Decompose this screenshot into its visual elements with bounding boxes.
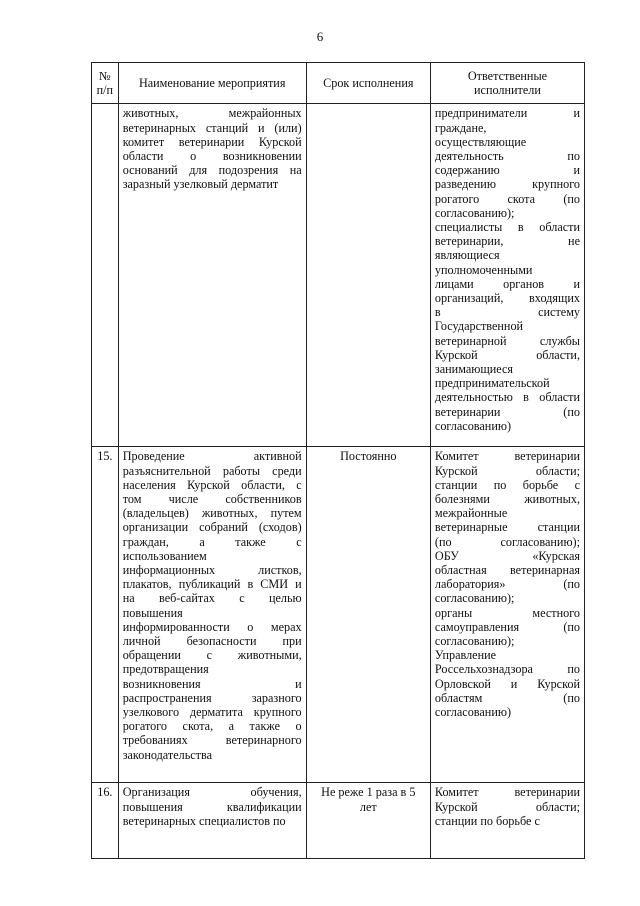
cell-text-line: (по согласованию); — [434, 534, 580, 549]
cell-text-line: ветеринарии (по — [434, 404, 580, 419]
deadline-cell — [306, 447, 430, 783]
cell-text-line: станции по борьбе с — [434, 813, 540, 828]
cell-text-line: ветеринарной службы — [434, 333, 580, 348]
cell-text-line: Курской области; — [434, 799, 580, 814]
measure-name-cell — [118, 447, 306, 783]
cell-text-line: ветеринарии, не — [434, 234, 580, 249]
cell-text-line: оснований для подозрения на — [122, 163, 302, 178]
cell-text-line: содержанию и — [434, 163, 580, 178]
cell-text-line: Комитет ветеринарии — [434, 449, 580, 464]
cell-text-line: согласованию); — [434, 205, 515, 220]
cell-text-line: использованием — [122, 548, 207, 563]
cell-text-line: деятельностью в области — [434, 390, 580, 405]
row-number: 16. — [92, 783, 119, 859]
header-responsible: Ответственные исполнители — [430, 63, 584, 104]
cell-text-line: (владельцев) животных, путем — [122, 506, 302, 521]
page-number: 6 — [316, 29, 324, 44]
cell-text-line: распространения заразного — [122, 690, 302, 705]
measure-name-cell — [118, 104, 306, 447]
cell-text-line: личной безопасности при — [122, 634, 302, 649]
cell-text-line: деятельность по — [434, 149, 580, 164]
cell-text-line: рогатого скота, а также о — [122, 719, 302, 734]
cell-text-line: уполномоченными — [434, 262, 533, 277]
cell-text-line: на веб-сайтах с целью — [122, 591, 302, 606]
table-header-row — [92, 63, 585, 104]
cell-text-line: ОБУ «Курская — [434, 548, 580, 563]
cell-text-line: Управление — [434, 648, 497, 663]
table-row-continuation — [92, 104, 585, 447]
row-number: 15. — [92, 447, 119, 783]
cell-text-line: Проведение активной — [122, 449, 302, 464]
cell-text-line: Курской области, — [434, 347, 580, 362]
cell-text-line: лаборатория» (по — [434, 577, 580, 592]
cell-text-line: граждане, — [434, 120, 487, 135]
cell-text-line: Курской области; — [434, 463, 580, 478]
responsible-cell — [430, 104, 584, 447]
deadline-cell — [306, 104, 430, 447]
cell-text-line: обращении с животными, — [122, 648, 302, 663]
table-row-16 — [92, 783, 585, 859]
cell-text-line: Комитет ветеринарии — [434, 785, 580, 800]
cell-text-line: узелкового дерматита крупного — [122, 705, 302, 720]
cell-text-line: осуществляющие — [434, 134, 527, 149]
cell-text-line: информированности о мерах — [122, 619, 302, 634]
cell-text-line: граждан, а также с — [122, 534, 302, 549]
responsible-cell — [430, 447, 584, 783]
cell-text-line: болезнями животных, — [434, 492, 580, 507]
cell-text-line: областная ветеринарная — [434, 563, 580, 578]
cell-text-line: лицами органов и — [434, 276, 580, 291]
cell-text-line: организаций, входящих — [434, 291, 580, 306]
row-number — [92, 104, 119, 447]
cell-text-line: областям (по — [434, 690, 580, 705]
cell-text-line: животных, межрайонных — [122, 106, 302, 121]
cell-text-line: ветеринарных специалистов по — [122, 813, 286, 828]
cell-text-line: информационных листков, — [122, 563, 302, 578]
cell-text-line: органы местного — [434, 605, 580, 620]
cell-text-line: разъяснительной работы среди — [122, 463, 302, 478]
cell-text-line: повышения квалификации — [122, 799, 302, 814]
cell-text-line: согласованию); — [434, 634, 515, 649]
cell-text-line: рогатого скота (по — [434, 191, 580, 206]
cell-text-line: требованиях ветеринарного — [122, 733, 302, 748]
cell-text-line: Орловской и Курской — [434, 676, 580, 691]
cell-text-line: в систему — [434, 305, 580, 320]
table-row-15 — [92, 447, 585, 783]
cell-text-line: Не реже 1 раза в 5 — [321, 785, 416, 800]
cell-text-line: том числе собственников — [122, 492, 302, 507]
cell-text-line: комитет ветеринарии Курской — [122, 134, 302, 149]
cell-text-line: предприниматели и — [434, 106, 580, 121]
cell-text-line: занимающиеся — [434, 362, 513, 377]
cell-text-line: межрайонные — [434, 506, 508, 521]
cell-text-line: плакатов, публикаций в СМИ и — [122, 577, 302, 592]
cell-text-line: предотвращения — [122, 662, 209, 677]
cell-text-line: организации собраний (сходов) — [122, 520, 302, 535]
cell-text-line: Постоянно — [340, 449, 397, 464]
cell-text-line: являющиеся — [434, 248, 500, 263]
cell-text-line: Государственной — [434, 319, 524, 334]
cell-text-line: возникновения и — [122, 676, 302, 691]
cell-text-line: станции по борьбе с — [434, 477, 580, 492]
header-measure-name: Наименование мероприятия — [118, 63, 306, 104]
cell-text-line: Организация обучения, — [122, 785, 302, 800]
cell-text-line: повышения — [122, 605, 183, 620]
deadline-cell — [306, 783, 430, 859]
cell-text-line: области о возникновении — [122, 149, 302, 164]
cell-text-line: предпринимательской — [434, 376, 550, 391]
responsible-cell — [430, 783, 584, 859]
cell-text-line: лет — [359, 799, 377, 814]
measures-table — [91, 62, 585, 859]
cell-text-line: Россельхознадзора по — [434, 662, 580, 677]
cell-text-line: согласованию) — [434, 705, 512, 720]
cell-text-line: законодательства — [122, 747, 212, 762]
cell-text-line: заразный узелковый дерматит — [122, 177, 279, 192]
cell-text-line: согласованию) — [434, 418, 512, 433]
header-deadline: Срок исполнения — [306, 63, 430, 104]
cell-text-line: населения Курской области, с — [122, 477, 302, 492]
cell-text-line: ветеринарные станции — [434, 520, 580, 535]
cell-text-line: согласованию); — [434, 591, 515, 606]
cell-text-line: специалисты в области — [434, 220, 580, 235]
header-number: № п/п — [92, 63, 119, 104]
cell-text-line: самоуправления (по — [434, 619, 580, 634]
cell-text-line: ветеринарных станций и (или) — [122, 120, 302, 135]
measure-name-cell — [118, 783, 306, 859]
cell-text-line: разведению крупного — [434, 177, 580, 192]
